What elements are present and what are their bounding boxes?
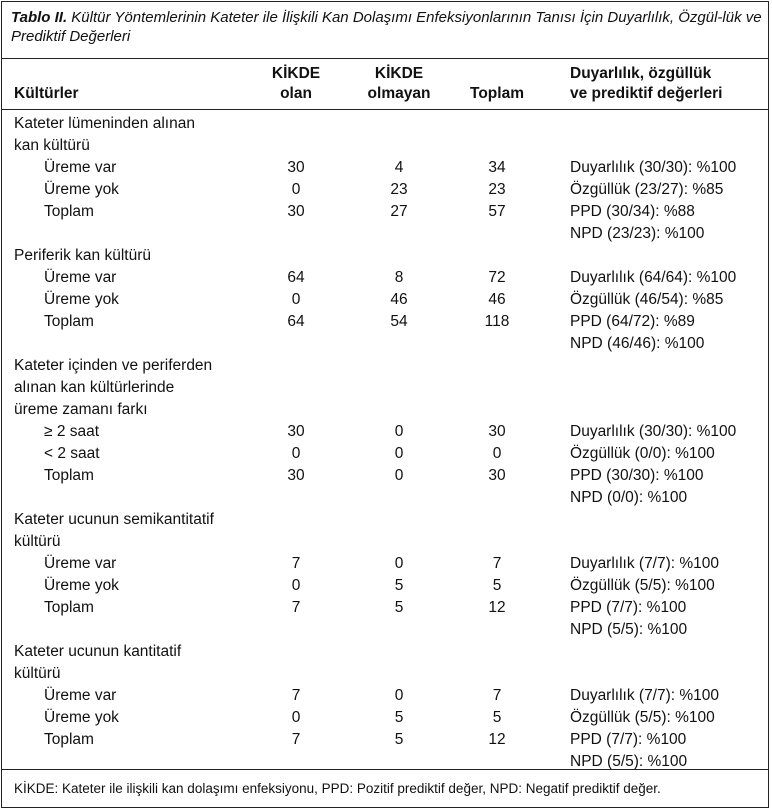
cell-kikde-olmayan: 0 [394,423,404,440]
cell-kikde-olan: 0 [291,709,301,726]
cell-metric: PPD (7/7): %100 [570,731,687,748]
cell-kikde-olan: 7 [291,599,301,616]
footnote: KİKDE: Kateter ile ilişkili kan dolaşımı enfeksiyonu, PPD: Pozitif prediktif değer, NPD: Negatif prediktif değer. [14,781,661,796]
cell-toplam: 23 [488,181,506,198]
row-label: Toplam [44,203,94,220]
cell-toplam: 72 [488,269,506,286]
cell-metric: PPD (30/34): %88 [570,203,695,220]
section-title: Kateter ucunun semikantitatif [14,511,214,528]
cell-kikde-olan: 7 [291,731,301,748]
cell-kikde-olmayan: 5 [394,577,404,594]
cell-metric: NPD (5/5): %100 [570,621,688,638]
cell-metric: Duyarlılık (7/7): %100 [570,555,720,572]
header-kikde-olan-2: olan [280,85,312,102]
cell-kikde-olmayan: 5 [394,731,404,748]
cell-toplam: 5 [492,577,502,594]
cell-toplam: 57 [488,203,506,220]
cell-metric: NPD (0/0): %100 [570,489,688,506]
cell-kikde-olan: 30 [287,203,305,220]
cell-kikde-olmayan: 0 [394,467,404,484]
cell-toplam: 12 [488,599,506,616]
header-toplam: Toplam [470,85,524,102]
cell-kikde-olmayan: 5 [394,709,404,726]
cell-kikde-olmayan: 4 [394,159,404,176]
top-rule [2,58,768,59]
cell-toplam: 0 [492,445,502,462]
cell-kikde-olan: 30 [287,159,305,176]
cell-toplam: 30 [488,423,506,440]
section-title: kültürü [14,533,61,550]
cell-toplam: 7 [492,555,502,572]
cell-kikde-olan: 7 [291,555,301,572]
row-label: Üreme var [44,687,117,704]
cell-kikde-olmayan: 0 [394,687,404,704]
row-label: < 2 saat [44,445,100,462]
cell-metric: Özgüllük (0/0): %100 [570,445,715,462]
cell-kikde-olmayan: 5 [394,599,404,616]
cell-metric: PPD (7/7): %100 [570,599,687,616]
cell-kikde-olan: 0 [291,181,301,198]
row-label: Üreme var [44,159,117,176]
row-label: Üreme yok [44,709,119,726]
header-kikde-olan-1: KİKDE [271,65,321,82]
section-title: Periferik kan kültürü [14,247,151,264]
header-kulturler: Kültürler [14,85,79,102]
cell-kikde-olan: 64 [287,313,305,330]
cell-kikde-olan: 0 [291,577,301,594]
row-label: Üreme yok [44,181,119,198]
cell-kikde-olan: 30 [287,467,305,484]
cell-kikde-olan: 30 [287,423,305,440]
cell-toplam: 12 [488,731,506,748]
section-title: üreme zamanı farkı [14,401,148,418]
table-frame [1,1,769,808]
cell-metric: PPD (64/72): %89 [570,313,695,330]
cell-metric: Duyarlılık (64/64): %100 [570,269,737,286]
row-label: Toplam [44,467,94,484]
cell-kikde-olan: 7 [291,687,301,704]
caption-label: Tablo II. [11,9,68,26]
cell-toplam: 30 [488,467,506,484]
row-label: Üreme var [44,269,117,286]
header-kikde-olmayan-2: olmayan [367,85,431,102]
cell-toplam: 5 [492,709,502,726]
cell-metric: Duyarlılık (30/30): %100 [570,159,737,176]
section-title: Kateter ucunun kantitatif [14,643,182,660]
cell-kikde-olmayan: 54 [390,313,408,330]
header-rule [2,109,768,110]
section-title: kan kültürü [14,137,90,154]
section-title: Kateter lümeninden alınan [14,115,195,132]
row-label: Üreme yok [44,577,119,594]
cell-metric: Özgüllük (23/27): %85 [570,181,724,198]
cell-kikde-olan: 0 [291,445,301,462]
row-label: Üreme var [44,555,117,572]
bottom-rule [2,769,768,770]
cell-kikde-olan: 0 [291,291,301,308]
header-degerler-2: ve prediktif değerleri [570,85,723,102]
table-caption [11,8,763,46]
cell-metric: Özgüllük (5/5): %100 [570,577,715,594]
row-label: Toplam [44,599,94,616]
cell-metric: NPD (23/23): %100 [570,225,705,242]
row-label: Toplam [44,313,94,330]
cell-kikde-olmayan: 46 [390,291,408,308]
cell-toplam: 118 [484,313,510,330]
row-label: Üreme yok [44,291,119,308]
section-title: kültürü [14,665,61,682]
header-kikde-olmayan-1: KİKDE [374,65,424,82]
caption-text: Kültür Yöntemlerinin Kateter ile İlişkili Kan Dolaşımı Enfeksiyonlarının Tanısı İçin Duyarlılık, Özgül-lük ve Prediktif Değerleri [11,9,762,45]
cell-metric: Duyarlılık (7/7): %100 [570,687,720,704]
cell-metric: Duyarlılık (30/30): %100 [570,423,737,440]
cell-metric: PPD (30/30): %100 [570,467,704,484]
section-title: alınan kan kültürlerinde [14,379,175,396]
cell-metric: NPD (5/5): %100 [570,753,688,770]
cell-toplam: 46 [488,291,506,308]
cell-kikde-olmayan: 0 [394,445,404,462]
cell-kikde-olmayan: 8 [394,269,404,286]
row-label: Toplam [44,731,94,748]
section-title: Kateter içinden ve periferden [14,357,213,374]
cell-metric: Özgüllük (46/54): %85 [570,291,724,308]
cell-metric: Özgüllük (5/5): %100 [570,709,715,726]
cell-kikde-olmayan: 27 [390,203,408,220]
row-label: ≥ 2 saat [44,423,100,440]
cell-metric: NPD (46/46): %100 [570,335,705,352]
cell-kikde-olmayan: 23 [390,181,408,198]
header-degerler-1: Duyarlılık, özgüllük [570,65,712,82]
cell-kikde-olmayan: 0 [394,555,404,572]
cell-toplam: 34 [488,159,506,176]
cell-toplam: 7 [492,687,502,704]
cell-kikde-olan: 64 [287,269,305,286]
